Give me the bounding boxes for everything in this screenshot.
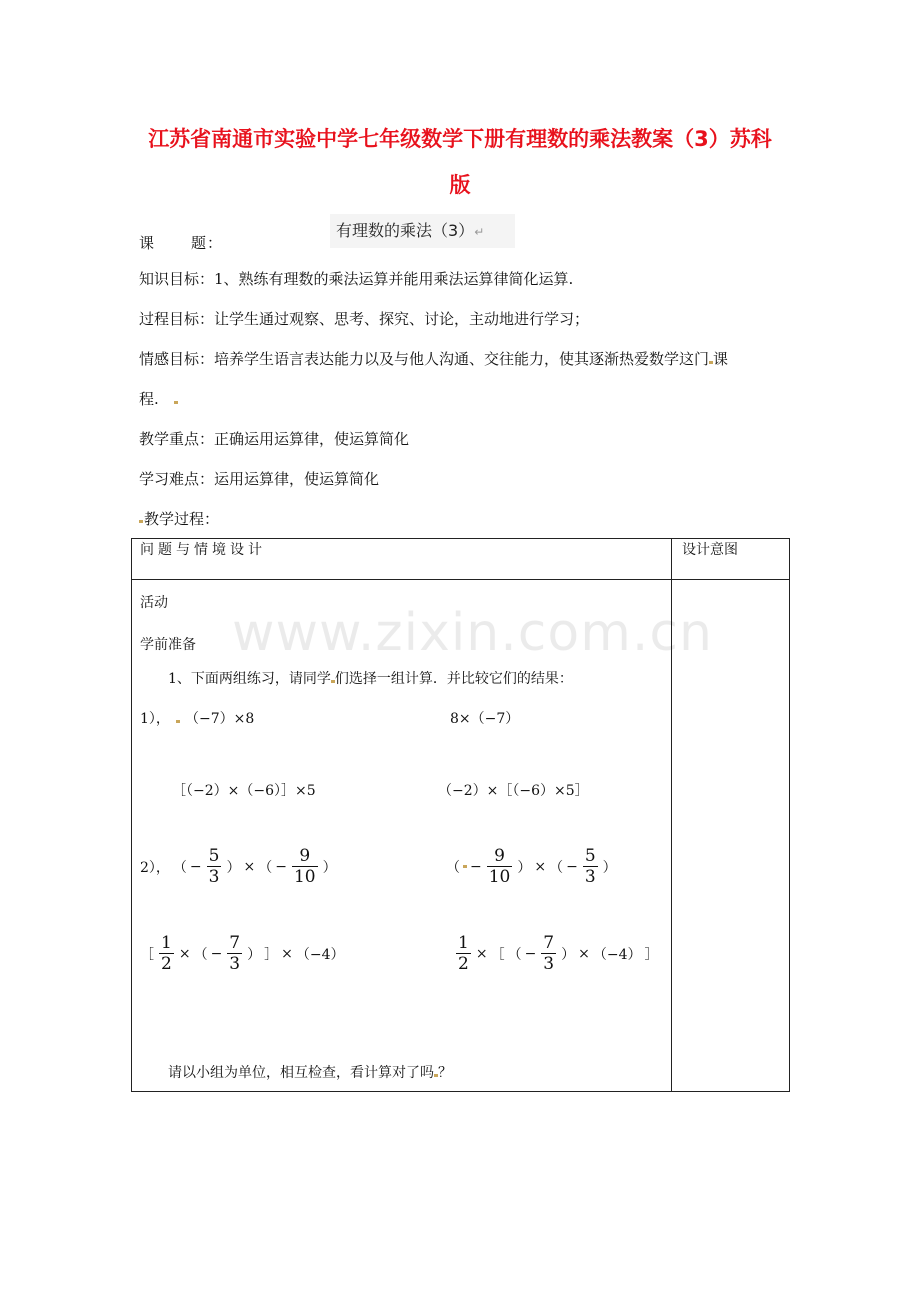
fraction	[227, 933, 242, 974]
numerator: 1	[458, 933, 469, 953]
numerator: 5	[208, 846, 220, 866]
paren: （	[507, 946, 522, 963]
times-sign: ×	[475, 945, 488, 962]
activity-label: 活动	[140, 595, 168, 611]
fraction	[541, 933, 556, 974]
numerator: 9	[487, 846, 513, 867]
expr-text: （−7）×8	[185, 711, 255, 727]
knowledge-goal: 知识目标：1、熟练有理数的乘法运算并能用乘法运算律简化运算.	[139, 270, 574, 288]
difficulty: 学习难点：运用运算律，使运算简化	[139, 470, 380, 488]
paren: ）	[602, 859, 617, 876]
emotion-goal-continued	[139, 388, 178, 409]
instruction-text-2: 们选择一组计算．并比较它们的结果：	[334, 671, 573, 687]
group-1-expr-1	[176, 708, 254, 728]
minus-sign: −	[189, 858, 202, 875]
paren: ）	[322, 859, 337, 876]
topic-label-part-2: 题：	[191, 234, 224, 252]
topic-label	[139, 232, 223, 253]
closing-question	[168, 1062, 452, 1082]
paren: ）	[247, 946, 262, 963]
times-sign: ×	[578, 945, 590, 962]
paren: ）	[517, 859, 532, 876]
header-question-design: 问题与情境设计	[132, 539, 672, 580]
prep-label: 学前准备	[140, 637, 196, 653]
times-sign: ×	[178, 945, 191, 962]
times-sign: ×	[281, 945, 293, 962]
group-1-label: 1），	[140, 711, 170, 727]
numerator: 7	[229, 933, 241, 953]
numerator: 1	[161, 933, 172, 953]
paren: （	[258, 859, 273, 876]
group-2-expr-4	[454, 933, 659, 974]
marker-icon	[463, 865, 467, 868]
key-point: 教学重点：正确运用运算律，使运算简化	[139, 430, 410, 448]
denominator: 10	[293, 867, 316, 887]
paren: ）	[561, 946, 576, 963]
minus-sign: −	[524, 945, 537, 962]
question-mark: ？	[438, 1065, 452, 1081]
instruction	[168, 668, 573, 688]
process-goal: 过程目标：让学生通过观察、思考、探究、讨论，主动地进行学习；	[139, 310, 590, 328]
minus-four: （−4）	[592, 946, 642, 963]
group-1-expr-2: 8×（−7）	[450, 711, 520, 727]
lesson-table	[131, 538, 790, 1092]
topic-value: 有理数的乘法（3）	[336, 221, 475, 240]
topic-value-box	[330, 214, 515, 248]
denominator: 3	[208, 867, 220, 887]
emotion-goal-text: 情感目标：培养学生语言表达能力以及与他人沟通、交往能力，使其逐渐热爱数学这门	[139, 350, 710, 368]
paren: （	[549, 859, 564, 876]
intent-cell	[672, 580, 790, 1092]
title-line-2: 版	[449, 173, 471, 197]
numerator: 7	[543, 933, 555, 953]
fraction	[159, 933, 174, 974]
group-1-expr-3: ［（−2）×（−6）］×5	[172, 783, 316, 799]
group-1-expr-4: （−2）×［（−6）×5］	[438, 783, 589, 799]
paren: （	[193, 946, 208, 963]
topic-label-part-1: 课	[139, 234, 156, 252]
watermark: www.zixin.com.cn	[232, 603, 713, 663]
denominator: 3	[584, 867, 596, 887]
group-2-expr-3	[140, 933, 345, 974]
title-line-1: 江苏省南通市实验中学七年级数学下册有理数的乘法教案（3）苏科	[148, 127, 772, 151]
denominator: 3	[229, 954, 241, 974]
group-2-label: 2），	[140, 859, 170, 876]
denominator: 3	[543, 954, 555, 974]
minus-four: （−4）	[295, 946, 345, 963]
content-cell	[132, 580, 672, 1092]
bracket: ［	[490, 946, 505, 963]
return-mark-icon: ↵	[474, 225, 485, 239]
times-sign: ×	[534, 858, 547, 875]
emotion-goal	[139, 348, 728, 369]
denominator: 10	[488, 867, 511, 887]
paren: （	[446, 859, 460, 876]
emotion-goal-end: 程.	[139, 390, 159, 408]
page-title	[130, 116, 790, 208]
marker-icon	[139, 520, 143, 523]
minus-sign: −	[275, 858, 287, 875]
paren: ）	[226, 859, 241, 876]
fraction	[292, 846, 318, 887]
table-body-row	[132, 580, 790, 1092]
group-2-expr-1	[140, 846, 337, 887]
minus-sign: −	[470, 858, 482, 875]
denominator: 2	[458, 954, 469, 974]
fraction	[456, 933, 471, 974]
instruction-text-1: 1、下面两组练习，请同学	[168, 671, 331, 687]
closing-text: 请以小组为单位，相互检查，看计算对了吗	[168, 1065, 434, 1081]
marker-icon	[174, 401, 178, 404]
bracket: ］	[264, 946, 279, 963]
minus-sign: −	[566, 858, 578, 875]
numerator: 9	[292, 846, 318, 867]
emotion-goal-tail: 课	[713, 350, 729, 368]
bracket: ］	[644, 946, 659, 963]
numerator: 5	[584, 846, 596, 866]
group-2-expr-2	[446, 846, 617, 887]
times-sign: ×	[243, 858, 256, 875]
fraction	[487, 846, 513, 887]
table-header-row	[132, 539, 790, 580]
minus-sign: −	[210, 945, 223, 962]
bracket: ［	[140, 946, 154, 963]
process-label: 教学过程：	[144, 510, 220, 528]
fraction	[583, 846, 598, 887]
denominator: 2	[161, 954, 172, 974]
marker-icon	[176, 720, 180, 723]
fraction	[207, 846, 222, 887]
header-design-intent: 设计意图	[672, 539, 790, 580]
paren: （	[172, 859, 187, 876]
